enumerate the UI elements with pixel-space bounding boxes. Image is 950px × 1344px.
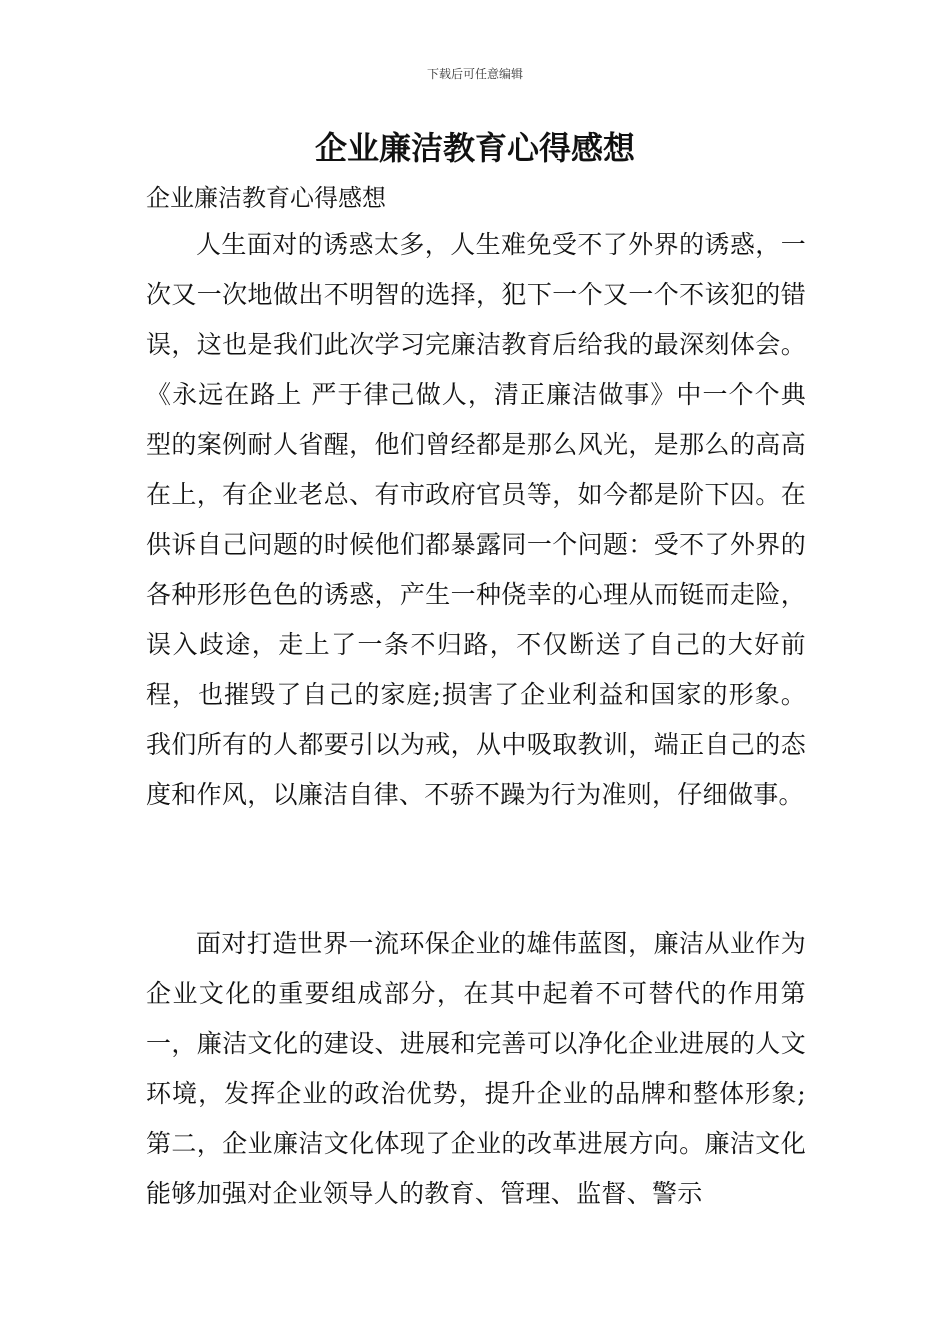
document-subtitle: 企业廉洁教育心得感想 — [146, 184, 386, 212]
document-title: 企业廉洁教育心得感想 — [314, 129, 635, 167]
body-paragraph-2: 面对打造世界一流环保企业的雄伟蓝图，廉洁从业作为企业文化的重要组成部分，在其中起着不可替代的作用第一，廉洁文化的建设、进展和完善可以净化企业进展的人文环境，发挥企业的政治优势，提升企业的品牌和整体形象;第二，企业廉洁文化体现了企业的改革进展方向。廉洁文化能够加强对企业领导人的教育、管理、监督、警示 — [146, 929, 806, 1208]
header-note: 下载后可任意编辑 — [426, 67, 523, 81]
body-paragraph-1: 人生面对的诱惑太多，人生难免受不了外界的诱惑，一次又一次地做出不明智的选择，犯下一个又一个不该犯的错误，这也是我们此次学习完廉洁教育后给我的最深刻体会。《永远在路上 严于律己做人，清正廉洁做事》中一个个典型的案例耐人省醒，他们曾经都是那么风光，是那么的高高在上，有企业老总、有市政府官员等，如今都是阶下囚。在供诉自己问题的时候他们都暴露同一个问题：受不了外界的各种形形色色的诱惑，产生一种侥幸的心理从而铤而走险，误入歧途，走上了一条不归路，不仅断送了自己的大好前程，也摧毁了自己的家庭;损害了企业利益和国家的形象。我们所有的人都要引以为戒，从中吸取教训，端正自己的态度和作风，以廉洁自律、不骄不躁为行为准则，仔细做事。 — [146, 230, 806, 809]
